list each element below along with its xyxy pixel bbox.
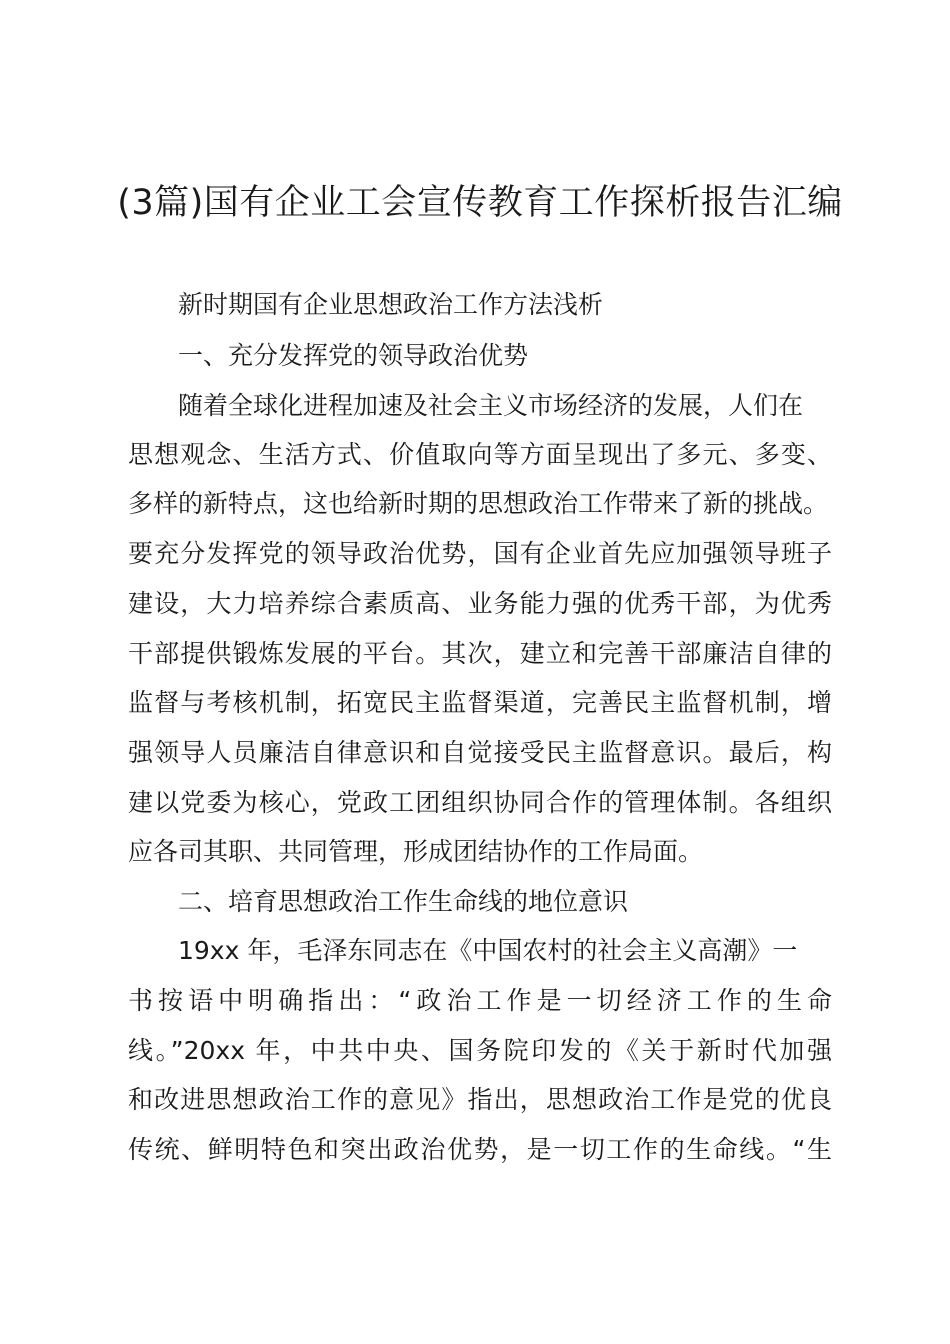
paragraph-line: 建以党委为核心，党政工团组织协同合作的管理体制。各组织 <box>128 788 832 817</box>
section-heading-1: 一、充分发挥党的领导政治优势 <box>178 341 529 370</box>
document-subtitle: 新时期国有企业思想政治工作方法浅析 <box>178 290 604 319</box>
paragraph-line: 监督与考核机制，拓宽民主监督渠道，完善民主监督机制，增 <box>128 688 832 717</box>
paragraph-line: 多样的新特点，这也给新时期的思想政治工作带来了新的挑战。 <box>128 489 829 518</box>
paragraph-line: 强领导人员廉洁自律意识和自觉接受民主监督意识。最后，构 <box>128 738 832 767</box>
paragraph-line: 应各司其职、共同管理，形成团结协作的工作局面。 <box>128 837 704 866</box>
paragraph-line: 和改进思想政治工作的意见》指出，思想政治工作是党的优良 <box>128 1085 832 1114</box>
paragraph-line: 线。”20xx 年，中共中央、国务院印发的《关于新时代加强 <box>128 1036 832 1065</box>
paragraph-line: 要充分发挥党的领导政治优势，国有企业首先应加强领导班子 <box>128 539 832 568</box>
paragraph-line: 传统、鲜明特色和突出政治优势，是一切工作的生命线。“生 <box>128 1135 832 1164</box>
section-heading-2: 二、培育思想政治工作生命线的地位意识 <box>178 887 629 916</box>
paragraph-line: 建设，大力培养综合素质高、业务能力强的优秀干部，为优秀 <box>128 589 832 618</box>
paragraph-line: 19xx 年，毛泽东同志在《中国农村的社会主义高潮》一 <box>178 936 798 965</box>
paragraph-line: 随着全球化进程加速及社会主义市场经济的发展，人们在 <box>178 391 804 420</box>
paragraph-line: 干部提供锻炼发展的平台。其次，建立和完善干部廉洁自律的 <box>128 639 832 668</box>
paragraph-line: 书按语中明确指出：“政治工作是一切经济工作的生命 <box>128 986 832 1015</box>
paragraph-line: 思想观念、生活方式、价值取向等方面呈现出了多元、多变、 <box>128 440 832 469</box>
document-title: (3篇)国有企业工会宣传教育工作探析报告汇编 <box>117 183 843 223</box>
